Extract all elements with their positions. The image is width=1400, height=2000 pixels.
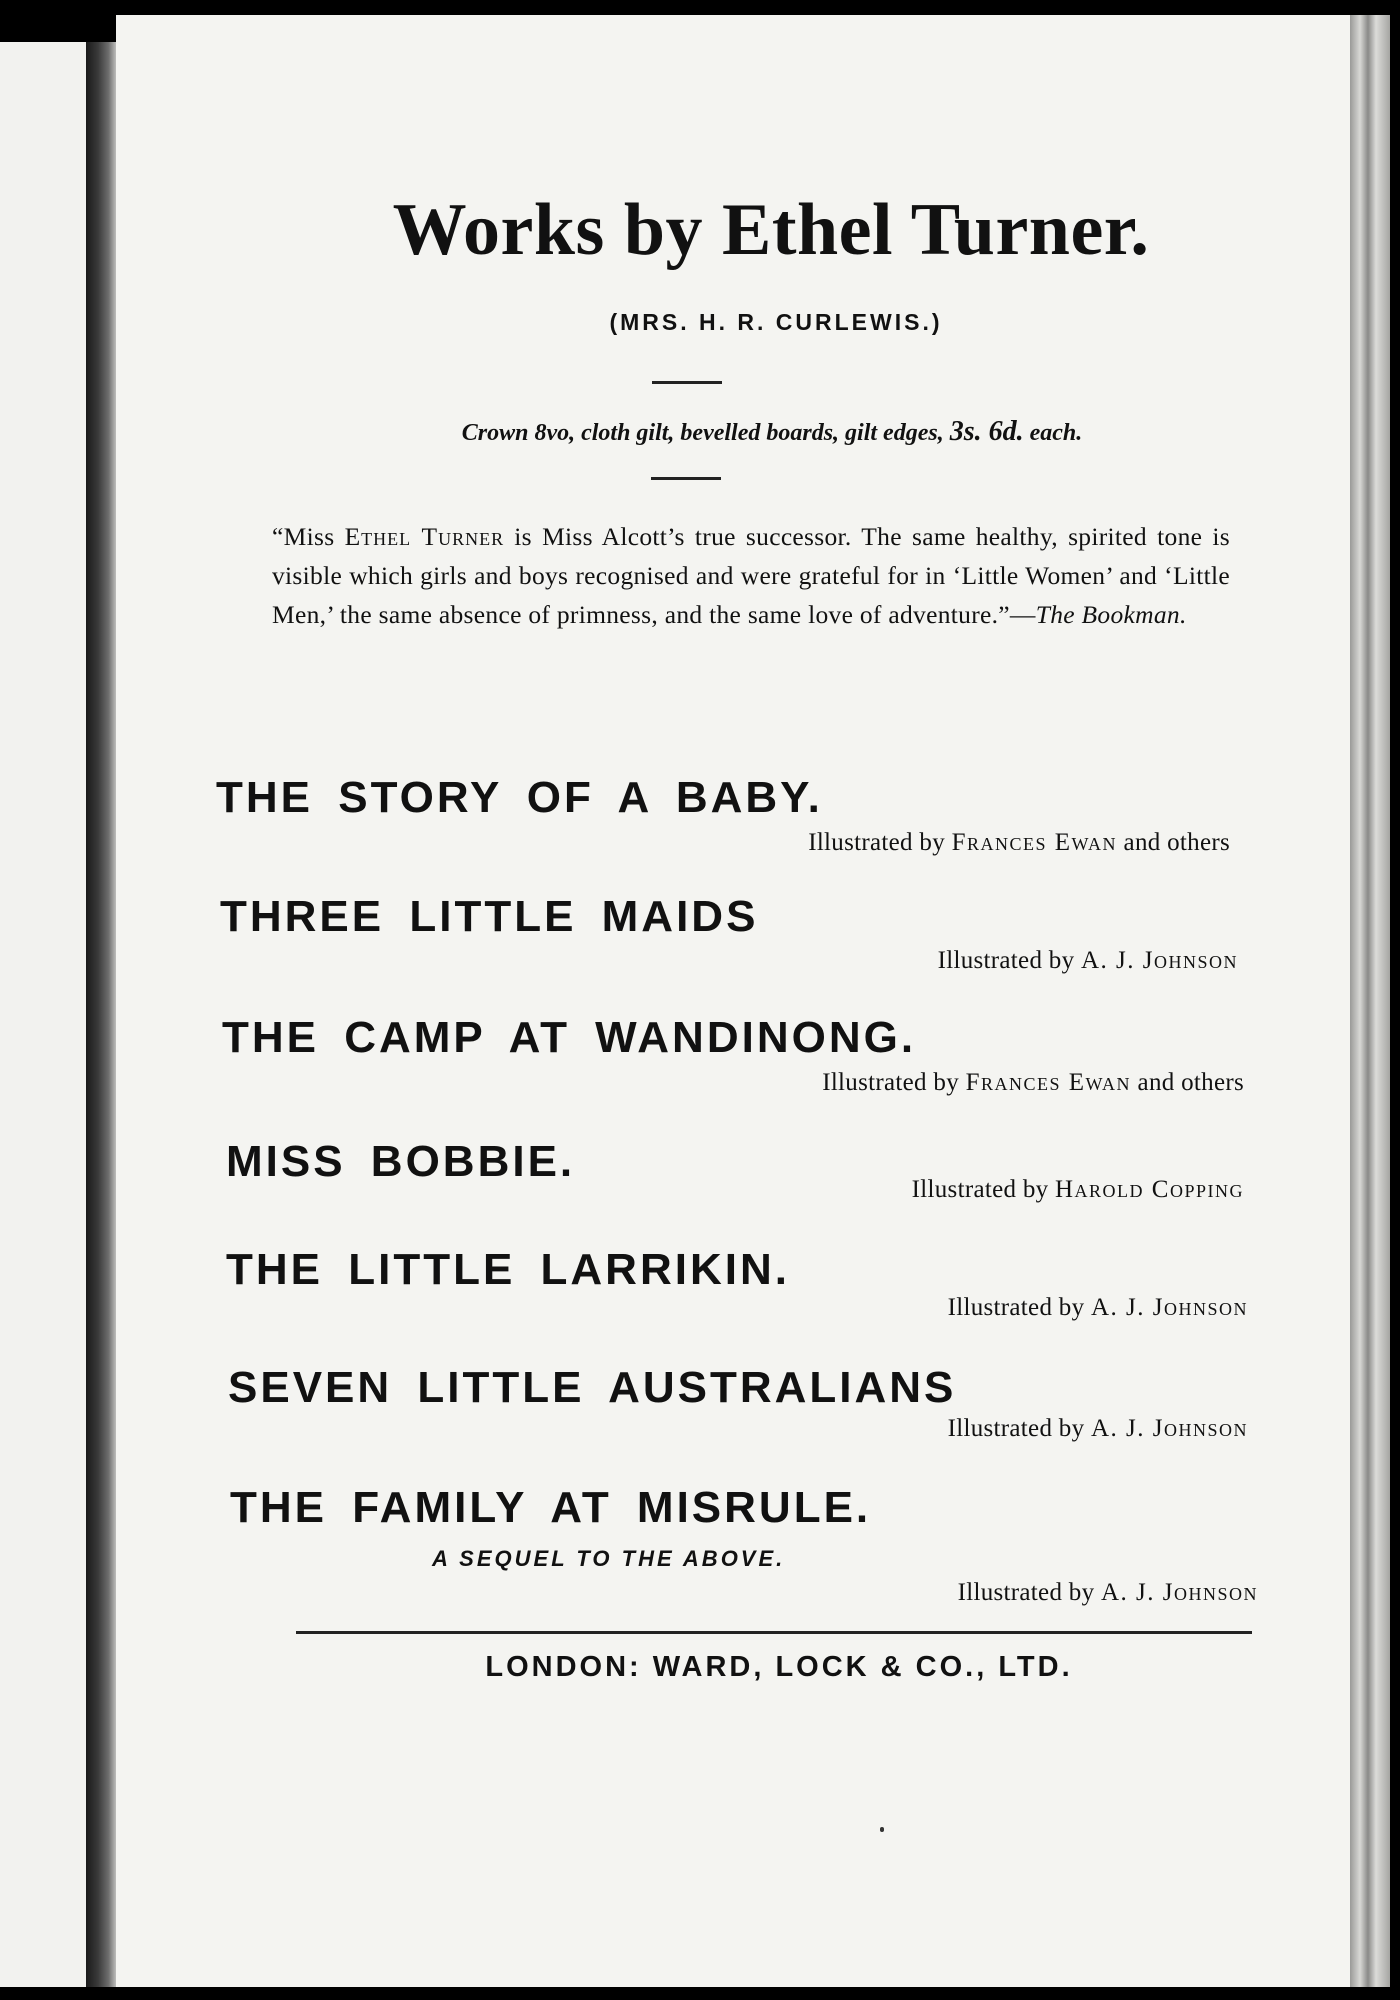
book-illustrator (938, 948, 1238, 973)
book-title: THE FAMILY AT MISRULE. (230, 1483, 872, 1532)
quote-open: “Miss (272, 522, 345, 551)
book-illustrator (948, 1295, 1248, 1320)
divider-rule (651, 477, 721, 480)
illustrated-by-label: Illustrated by (822, 1069, 959, 1096)
illustrator-name: A. J. Johnson (1090, 1415, 1248, 1442)
ink-speck (880, 1827, 884, 1832)
quote-body: is Miss Alcott’s true successor. The same healthy, spirited tone is visible which girls and boys recognised and were grateful for in ‘Little Women’ and ‘Little Men,’ the same absence of primness, and the same love of adventure.”— (272, 522, 1231, 629)
illustrated-by-label: Illustrated by (808, 829, 945, 856)
quote-author-name: Ethel Turner (344, 522, 505, 551)
book-spine (86, 42, 116, 1987)
left-page-edge (0, 42, 86, 1987)
book-title: THE STORY OF A BABY. (216, 773, 823, 822)
divider-rule (652, 381, 722, 384)
book-illustrator (912, 1177, 1244, 1202)
book-title: MISS BOBBIE. (226, 1137, 576, 1186)
illustrator-name: A. J. Johnson (1090, 1294, 1248, 1321)
book-title: SEVEN LITTLE AUSTRALIANS (228, 1363, 957, 1412)
illustrator-name: Harold Copping (1055, 1176, 1244, 1203)
book-illustrator (808, 830, 1230, 855)
sequel-note: A SEQUEL TO THE ABOVE. (432, 1546, 786, 1571)
illustrator-name: A. J. Johnson (1080, 947, 1238, 974)
illustrated-by-label: Illustrated by (937, 947, 1075, 974)
illustrator-extra: and others (1131, 1069, 1244, 1096)
illustrated-by-label: Illustrated by (957, 1579, 1095, 1606)
publisher-imprint: LONDON: WARD, LOCK & CO., LTD. (485, 1651, 1073, 1683)
quote-source: The Bookman. (1035, 600, 1187, 629)
author-married-name: (MRS. H. R. CURLEWIS.) (609, 309, 943, 335)
price: 3s. 6d. (949, 416, 1024, 447)
illustrator-name: Frances Ewan (951, 829, 1117, 856)
book-title: THREE LITTLE MAIDS (220, 892, 759, 941)
right-page-edge (1350, 15, 1390, 1987)
review-quote (272, 517, 1230, 634)
illustrator-name: A. J. Johnson (1100, 1579, 1258, 1606)
footer-rule (296, 1631, 1252, 1634)
illustrated-by-label: Illustrated by (947, 1294, 1085, 1321)
format-text: Crown 8vo, cloth gilt, bevelled boards, gilt edges, (461, 420, 944, 446)
book-illustrator (958, 1580, 1258, 1605)
format-suffix: each. (1029, 420, 1083, 446)
book-page (116, 15, 1350, 1987)
book-illustrator (948, 1416, 1248, 1441)
illustrator-extra: and others (1117, 829, 1230, 856)
book-title: THE LITTLE LARRIKIN. (226, 1245, 790, 1294)
page-title: Works by Ethel Turner. (392, 189, 1150, 271)
illustrated-by-label: Illustrated by (911, 1176, 1049, 1203)
page-content (116, 15, 1350, 1987)
book-illustrator (822, 1070, 1244, 1095)
illustrator-name: Frances Ewan (965, 1069, 1131, 1096)
book-title: THE CAMP AT WANDINONG. (222, 1013, 917, 1062)
format-and-price (116, 416, 1350, 448)
illustrated-by-label: Illustrated by (947, 1415, 1085, 1442)
